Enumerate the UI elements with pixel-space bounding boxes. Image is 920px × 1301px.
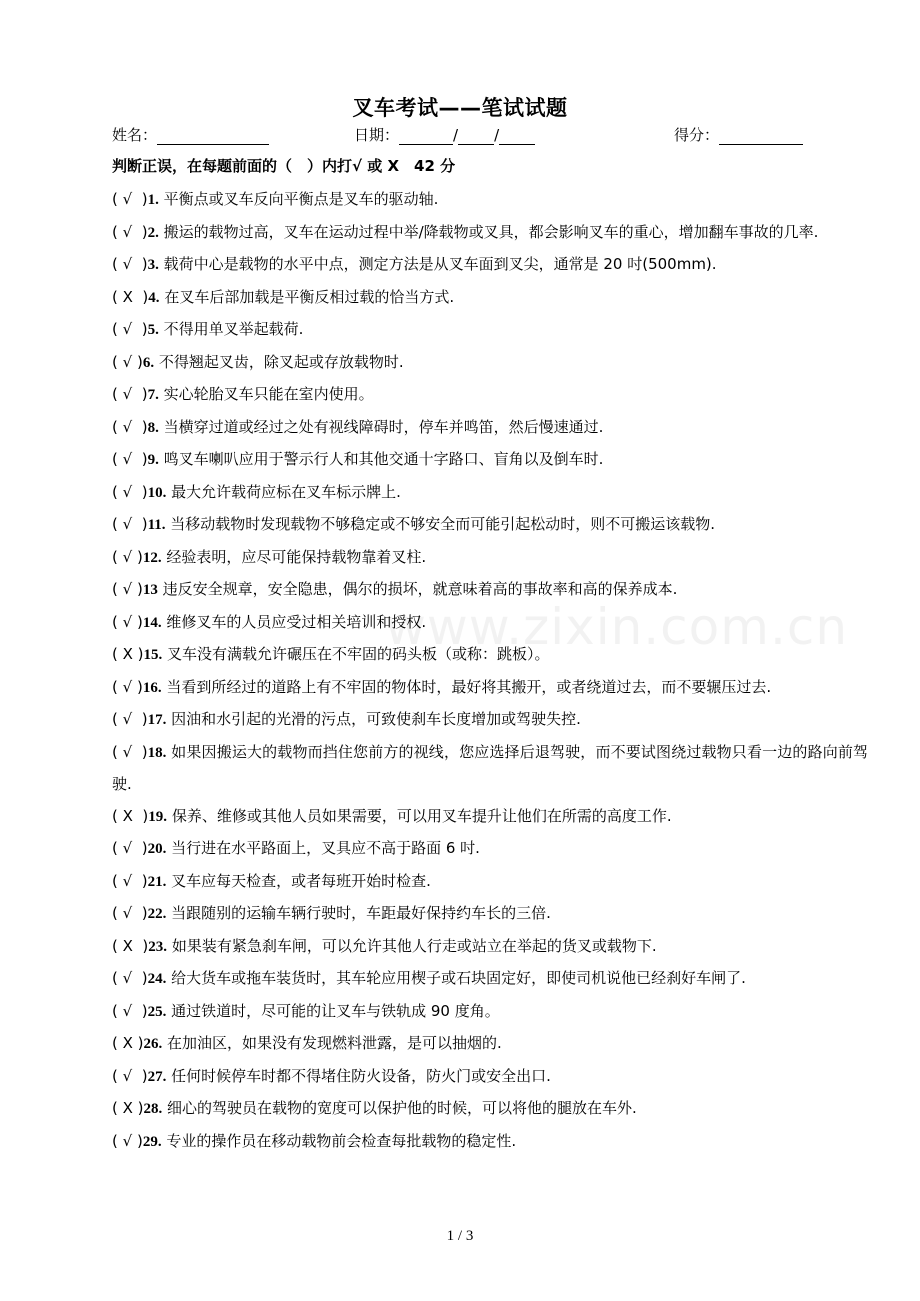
question-number: 20.: [147, 841, 167, 857]
question-text: 如果装有紧急刹车闸，可以允许其他人行走或站立在举起的货叉或载物下.: [167, 936, 657, 955]
question-number: 17.: [147, 712, 167, 728]
score-field: [674, 124, 803, 145]
question-number: 10.: [147, 484, 167, 501]
question-text: 搬运的载物过高，叉车在运动过程中举/降载物或叉具，都会影响叉车的重心，增加翻车事故的几率.: [158, 222, 819, 241]
instructions: 判断正误，在每题前面的（ ）内打√ 或 X 42 分: [112, 157, 456, 175]
question-number: 12.: [142, 549, 162, 566]
question-number: 23.: [148, 938, 168, 955]
answer-mark: ( √ ): [112, 969, 148, 987]
question-text: 专业的操作员在移动载物前会检查每批载物的稳定性.: [161, 1131, 517, 1150]
question-text: 当看到所经过的道路上有不牢固的物体时，最好将其搬开，或者绕道过去，而不要辗压过去.: [161, 677, 772, 696]
question-number: 1.: [147, 192, 159, 208]
answer-mark: ( √ ): [112, 482, 148, 501]
answer-mark: ( √ ): [112, 547, 143, 566]
question-number: 19.: [148, 808, 168, 825]
answer-mark: ( X ): [112, 1099, 144, 1117]
question-text: 实心轮胎叉车只能在室内使用。: [158, 385, 374, 403]
question-number: 9.: [147, 452, 159, 468]
question-item: [112, 704, 868, 737]
question-number: 7.: [147, 387, 159, 403]
name-label: 姓名：: [112, 126, 158, 144]
date-blank-month: [458, 128, 494, 145]
question-item: [112, 996, 868, 1029]
question-item: [112, 444, 868, 477]
question-number: 22.: [147, 906, 167, 922]
name-blank: [157, 128, 269, 145]
question-list: [112, 184, 868, 1158]
question-text: 保养、维修或其他人员如果需要，可以用叉车提升让他们在所需的高度工作.: [167, 806, 672, 825]
question-item: [112, 866, 868, 899]
question-item: [112, 379, 868, 412]
header-fields: [112, 124, 812, 148]
answer-mark: ( √ ): [112, 385, 148, 403]
answer-mark: ( √ ): [112, 190, 148, 208]
date-separator: /: [453, 126, 459, 144]
answer-mark: ( X ): [112, 806, 149, 825]
question-item: [112, 833, 868, 866]
question-item: [112, 412, 868, 445]
question-text: 在加油区，如果没有发现燃料泄露，是可以抽烟的.: [162, 1034, 502, 1052]
question-number: 5.: [147, 322, 159, 338]
answer-mark: ( √ ): [112, 580, 143, 598]
question-item: [112, 1061, 868, 1094]
question-number: 2.: [147, 224, 159, 241]
question-text: 当移动载物时发现载物不够稳定或不够安全而可能引起松动时，则不可搬运该载物.: [165, 515, 716, 533]
question-text: 当行进在水平路面上，叉具应不高于路面 6 吋.: [166, 839, 480, 857]
answer-mark: ( √ ): [112, 1001, 148, 1020]
question-number: 21.: [147, 873, 167, 890]
question-item: [112, 249, 868, 282]
question-text: 叉车应每天检查，或者每班开始时检查.: [166, 871, 431, 890]
answer-mark: ( √ ): [112, 352, 143, 371]
answer-mark: ( √ ): [112, 710, 148, 728]
question-text: 不得用单叉举起载荷.: [158, 320, 304, 338]
question-text: 给大货车或拖车装货时，其车轮应用楔子或石块固定好，即使司机说他已经刹好车闸了.: [166, 969, 746, 987]
answer-mark: ( √ ): [112, 612, 143, 631]
question-number: 26.: [143, 1036, 163, 1052]
answer-mark: ( X ): [112, 287, 149, 306]
question-number: 16.: [142, 679, 162, 696]
answer-mark: ( X ): [112, 645, 144, 663]
answer-mark: ( √ ): [112, 417, 148, 436]
question-number: 13: [142, 582, 158, 598]
answer-mark: ( √ ): [112, 904, 148, 922]
answer-mark: ( X ): [112, 936, 149, 955]
question-text: 载荷中心是载物的水平中点，测定方法是从叉车面到叉尖，通常是 20 吋(500mm).: [158, 255, 717, 273]
question-item: [112, 639, 868, 672]
question-item: [112, 737, 868, 801]
question-number: 25.: [147, 1003, 167, 1020]
question-item: [112, 1126, 868, 1159]
date-label: 日期：: [354, 126, 400, 144]
question-number: 4.: [148, 289, 160, 306]
question-text: 维修叉车的人员应受过相关培训和授权.: [161, 612, 427, 631]
date-blank-year: [399, 128, 453, 145]
question-item: [112, 607, 868, 640]
question-number: 28.: [143, 1101, 163, 1117]
answer-mark: ( √ ): [112, 515, 148, 533]
question-text: 平衡点或叉车反向平衡点是叉车的驱动轴.: [158, 190, 439, 208]
question-text: 在叉车后部加载是平衡反相过载的恰当方式.: [159, 287, 455, 306]
question-item: [112, 898, 868, 931]
question-item: [112, 672, 868, 705]
answer-mark: ( √ ): [112, 1131, 143, 1150]
question-text: 因油和水引起的光滑的污点，可致使刹车长度增加或驾驶失控.: [166, 710, 581, 728]
question-number: 14.: [142, 614, 162, 631]
question-item: [112, 509, 868, 542]
question-item: [112, 282, 868, 315]
question-item: [112, 801, 868, 834]
answer-mark: ( √ ): [112, 255, 148, 273]
answer-mark: ( √ ): [112, 222, 148, 241]
score-blank: [719, 128, 803, 145]
question-item: [112, 1093, 868, 1126]
question-item: [112, 314, 868, 347]
question-item: [112, 347, 868, 380]
question-number: 24.: [147, 971, 167, 987]
date-field: [354, 124, 535, 145]
question-text: 经验表明，应尽可能保持载物靠着叉柱.: [161, 547, 427, 566]
question-text: 叉车没有满载允许碾压在不牢固的码头板（或称：跳板）。: [162, 645, 550, 663]
question-text: 不得翘起叉齿，除叉起或存放载物时.: [154, 352, 404, 371]
question-item: [112, 542, 868, 575]
question-item: [112, 963, 868, 996]
question-number: 3.: [147, 257, 159, 273]
answer-mark: ( √ ): [112, 450, 148, 468]
answer-mark: ( √ ): [112, 839, 148, 857]
page-title: 叉车考试——笔试试题: [352, 96, 568, 120]
question-text: 当横穿过道或经过之处有视线障碍时，停车并鸣笛，然后慢速通过.: [158, 417, 604, 436]
question-number: 15.: [143, 647, 163, 663]
answer-mark: ( √ ): [112, 677, 143, 696]
question-item: [112, 1028, 868, 1061]
date-separator: /: [494, 126, 500, 144]
question-text: 任何时候停车时都不得堵住防火设备，防火门或安全出口.: [166, 1066, 551, 1085]
answer-mark: ( √ ): [112, 742, 148, 761]
question-text: 鸣叉车喇叭应用于警示行人和其他交通十字路口、盲角以及倒车时.: [158, 450, 604, 468]
question-text: 违反安全规章，安全隐患，偶尔的损坏，就意味着高的事故率和高的保养成本.: [157, 580, 678, 598]
question-item: [112, 477, 868, 510]
date-blank-day: [499, 128, 535, 145]
score-label: 得分：: [674, 126, 720, 144]
question-number: 27.: [147, 1068, 167, 1085]
answer-mark: ( √ ): [112, 1066, 148, 1085]
question-text: 如果因搬运大的载物而挡住您前方的视线，您应选择后退驾驶，而不要试图绕过载物只看一边的路向前驾驶.: [112, 742, 868, 793]
page-number: 1 / 3: [446, 1228, 474, 1244]
answer-mark: ( √ ): [112, 320, 148, 338]
question-number: 6.: [142, 354, 155, 371]
question-item: [112, 184, 868, 217]
question-number: 8.: [147, 419, 159, 436]
question-item: [112, 217, 868, 250]
name-field: [112, 124, 269, 145]
answer-mark: ( X ): [112, 1034, 144, 1052]
question-number: 18.: [147, 744, 167, 761]
question-number: 29.: [142, 1133, 162, 1150]
question-item: [112, 931, 868, 964]
watermark: www.zixin.com.cn: [385, 598, 849, 656]
question-text: 通过铁道时，尽可能的让叉车与铁轨成 90 度角。: [166, 1001, 500, 1020]
question-text: 细心的驾驶员在载物的宽度可以保护他的时候，可以将他的腿放在车外.: [162, 1099, 637, 1117]
question-number: 11.: [147, 517, 166, 533]
answer-mark: ( √ ): [112, 871, 148, 890]
question-text: 当跟随别的运输车辆行驶时，车距最好保持约车长的三倍.: [166, 904, 551, 922]
question-text: 最大允许载荷应标在叉车标示牌上.: [166, 482, 401, 501]
question-item: [112, 574, 868, 607]
